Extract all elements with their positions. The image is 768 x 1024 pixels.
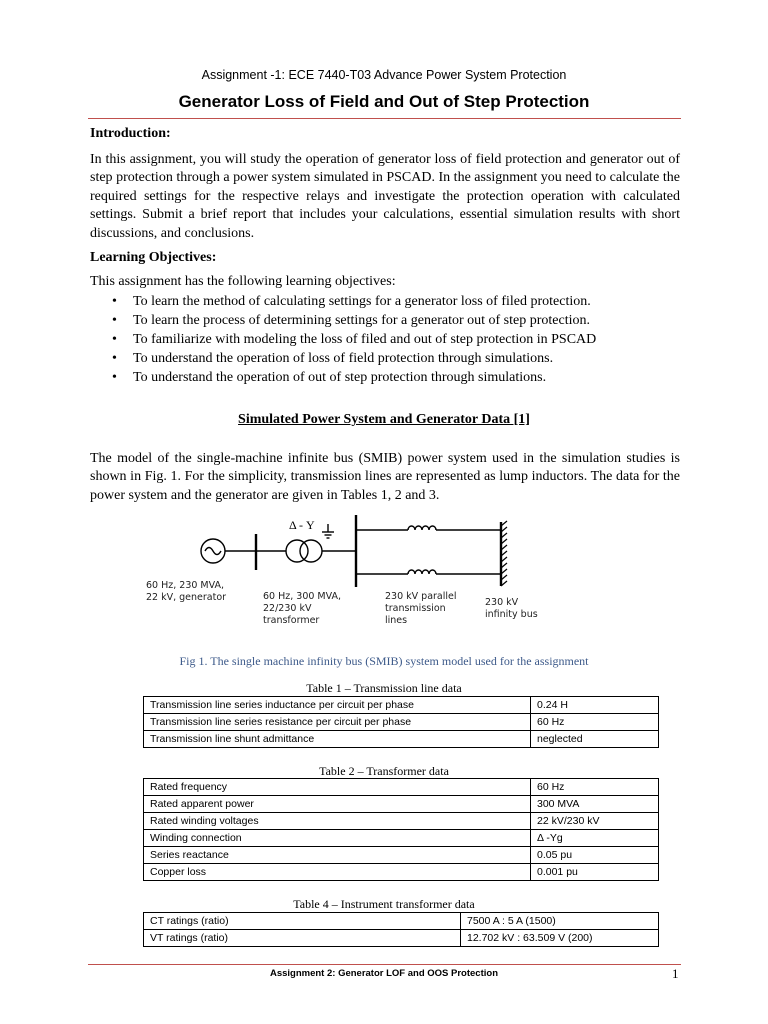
winding-symbol: Δ - Y xyxy=(289,518,315,532)
transformer-label: 60 Hz, 300 MVA, 22/230 kV transformer xyxy=(263,591,342,626)
table2-caption: Table 2 – Transformer data xyxy=(319,764,449,778)
footer-rule xyxy=(88,964,681,965)
objective-item: • To learn the process of determining settings for a generator out of step protection. xyxy=(90,311,596,330)
bus-label: 230 kV infinity bus xyxy=(485,597,538,620)
introduction-heading: Introduction: xyxy=(90,126,171,141)
table-row xyxy=(144,796,659,813)
table-cell: 22 kV/230 kV xyxy=(531,813,659,830)
table-row xyxy=(144,813,659,830)
table-cell: Transmission line series inductance per circuit per phase xyxy=(144,697,531,714)
table-cell: 300 MVA xyxy=(531,796,659,813)
transformer-symbol xyxy=(286,540,308,562)
table-cell: 60 Hz xyxy=(531,779,659,796)
document-title: Generator Loss of Field and Out of Step Protection xyxy=(178,92,590,111)
line2-inductor xyxy=(408,570,436,574)
table-cell: Winding connection xyxy=(144,830,531,847)
objectives-intro: This assignment has the following learning objectives: xyxy=(90,274,396,289)
line1-inductor xyxy=(408,526,436,530)
table-cell: Rated apparent power xyxy=(144,796,531,813)
objective-item: • To understand the operation of loss of field protection through simulations. xyxy=(90,349,596,368)
table-cell: 0.24 H xyxy=(531,697,659,714)
table4-caption: Table 4 – Instrument transformer data xyxy=(293,897,475,911)
table-cell: 60 Hz xyxy=(531,714,659,731)
table-cell: Transmission line series resistance per circuit per phase xyxy=(144,714,531,731)
introduction-paragraph: In this assignment, you will study the operation of generator loss of field protection and generator out of step protection through a power system simulated in PSCAD. In the assignment you need to calculate the required settings for the respective relays and investigate the protection operation with calculated settings. Submit a brief report that includes your calculations, essential simulation results with short discussions, and conclusions. xyxy=(90,152,680,241)
table-cell: Rated winding voltages xyxy=(144,813,531,830)
page-number: 1 xyxy=(672,966,679,981)
table-cell: 0.05 pu xyxy=(531,847,659,864)
lines-label: 230 kV parallel transmission lines xyxy=(385,591,457,626)
table2 xyxy=(143,778,659,881)
objectives-list xyxy=(90,292,596,387)
table-cell: VT ratings (ratio) xyxy=(144,930,461,947)
objective-item: • To learn the method of calculating settings for a generator loss of filed protection. xyxy=(90,292,596,311)
header-rule xyxy=(88,118,681,119)
table1 xyxy=(143,696,659,748)
table-cell: 12.702 kV : 63.509 V (200) xyxy=(461,930,659,947)
table-cell: Δ -Yg xyxy=(531,830,659,847)
table-row xyxy=(144,913,659,930)
table-cell: Transmission line shunt admittance xyxy=(144,731,531,748)
table-cell: 0.001 pu xyxy=(531,864,659,881)
table-row xyxy=(144,847,659,864)
section-paragraph: The model of the single-machine infinite bus (SMIB) power system used in the simulation studies is shown in Fig. 1. For the simplicity, transmission lines are represented as lump inductors. The data for the power system and the generator are given in Tables 1, 2 and 3. xyxy=(90,451,680,503)
table4 xyxy=(143,912,659,947)
objective-item: • To familiarize with modeling the loss of filed and out of step protection in PSCAD xyxy=(90,330,596,349)
table-cell: neglected xyxy=(531,731,659,748)
table-row xyxy=(144,697,659,714)
sine-wave-icon xyxy=(205,548,221,555)
document-subtitle: Assignment -1: ECE 7440-T03 Advance Power System Protection xyxy=(201,68,567,82)
table-row xyxy=(144,930,659,947)
figure-caption: Fig 1. The single machine infinity bus (SMIB) system model used for the assignment xyxy=(179,654,589,668)
table1-caption: Table 1 – Transmission line data xyxy=(306,681,462,695)
table-row xyxy=(144,864,659,881)
table-row xyxy=(144,714,659,731)
table-row xyxy=(144,830,659,847)
generator-label: 60 Hz, 230 MVA, 22 kV, generator xyxy=(146,580,227,603)
table-cell: CT ratings (ratio) xyxy=(144,913,461,930)
table-cell: Series reactance xyxy=(144,847,531,864)
objectives-heading: Learning Objectives: xyxy=(90,250,217,265)
table-cell: 7500 A : 5 A (1500) xyxy=(461,913,659,930)
footer-text: Assignment 2: Generator LOF and OOS Protection xyxy=(269,968,499,979)
objective-item: • To understand the operation of out of step protection through simulations. xyxy=(90,368,596,387)
table-row xyxy=(144,779,659,796)
table-row xyxy=(144,731,659,748)
table-cell: Copper loss xyxy=(144,864,531,881)
table-cell: Rated frequency xyxy=(144,779,531,796)
smib-diagram xyxy=(140,512,560,590)
section-heading: Simulated Power System and Generator Data [1] xyxy=(238,412,530,427)
